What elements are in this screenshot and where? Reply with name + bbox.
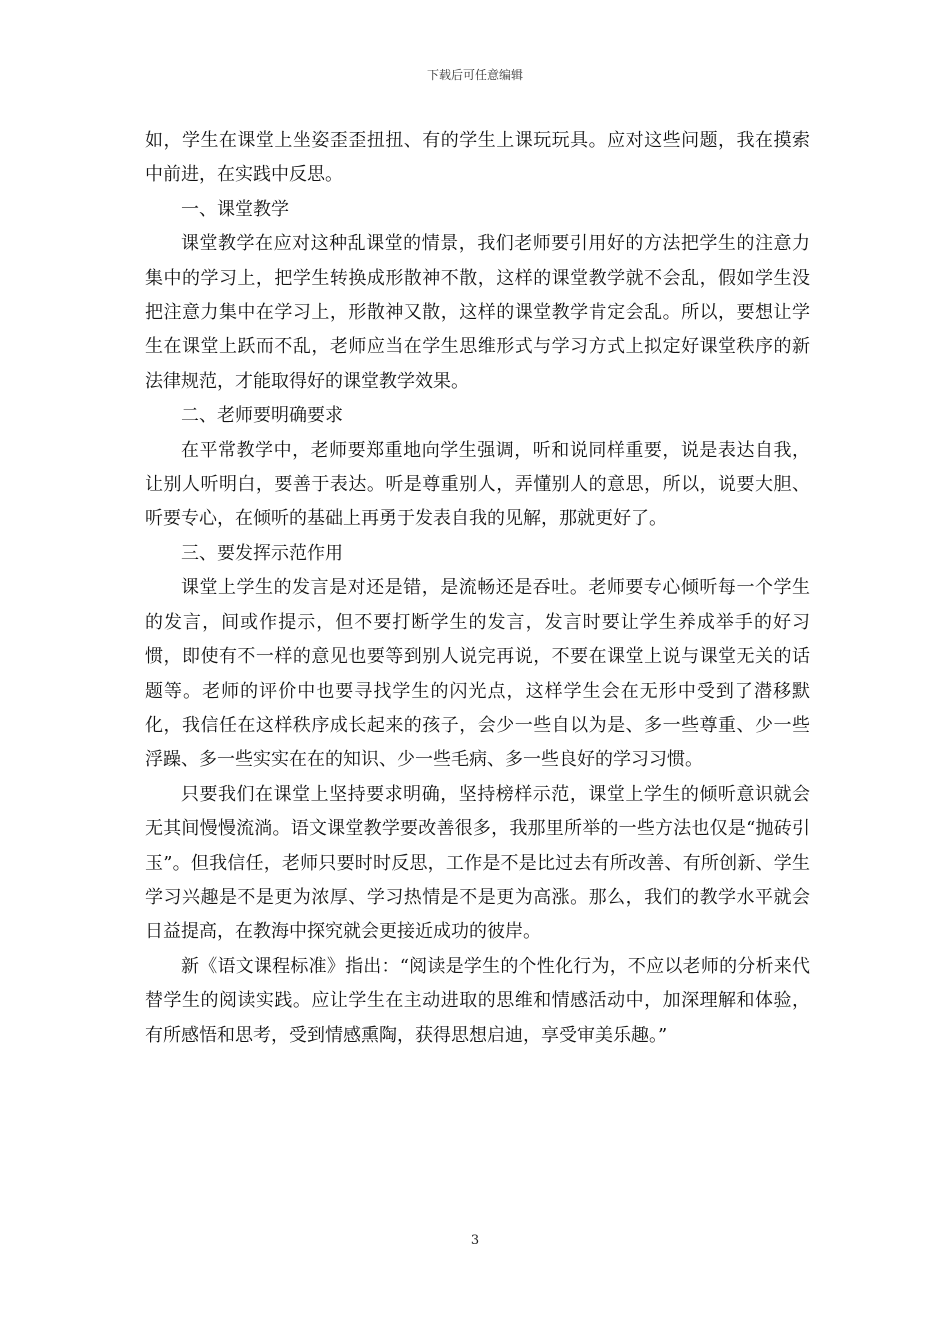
page-number: 3 [470, 1233, 480, 1248]
paragraph: 新《语文课程标准》指出：“阅读是学生的个性化行为，不应以老师的分析来代替学生的阅读实践。应让学生在主动进取的思维和情感活动中，加深理解和体验，有所感悟和思考，受到情感熏陶，获得思想启迪，享受审美乐趣。” [145, 955, 810, 1046]
paragraph: 只要我们在课堂上坚持要求明确，坚持榜样示范，课堂上学生的倾听意识就会无其间慢慢流淌。语文课堂教学要改善很多，我那里所举的一些方法也仅是“抛砖引玉”。但我信任，老师只要时时反思，工作是不是比过去有所改善、有所创新、学生学习兴趣是不是更为浓厚、学习热情是不是更为高涨。那么，我们的教学水平就会日益提高，在教海中探究就会更接近成功的彼岸。 [145, 783, 810, 943]
section-heading: 二、老师要明确要求 [181, 405, 343, 427]
section-heading: 三、要发挥示范作用 [181, 542, 343, 564]
section-heading: 一、课堂教学 [181, 198, 289, 220]
body-text [145, 124, 810, 1053]
paragraph: 在平常教学中，老师要郑重地向学生强调，听和说同样重要，说是表达自我，让别人听明白，要善于表达。听是尊重别人，弄懂别人的意思，所以，说要大胆、听要专心，在倾听的基础上再勇于发表自我的见解，那就更好了。 [145, 439, 810, 530]
paragraph: 课堂教学在应对这种乱课堂的情景，我们老师要引用好的方法把学生的注意力集中的学习上，把学生转换成形散神不散，这样的课堂教学就不会乱，假如学生没把注意力集中在学习上，形散神又散，这样的课堂教学肯定会乱。所以，要想让学生在课堂上跃而不乱，老师应当在学生思维形式与学习方式上拟定好课堂秩序的新法律规范，才能取得好的课堂教学效果。 [145, 233, 810, 392]
page-header: 下载后可任意编辑 [426, 68, 523, 82]
paragraph: 如，学生在课堂上坐姿歪歪扭扭、有的学生上课玩玩具。应对这些问题，我在摸索中前进，在实践中反思。 [145, 130, 810, 186]
paragraph: 课堂上学生的发言是对还是错，是流畅还是吞吐。老师要专心倾听每一个学生的发言，间或作提示，但不要打断学生的发言，发言时要让学生养成举手的好习惯，即使有不一样的意见也要等到别人说完再说，不要在课堂上说与课堂无关的话题等。老师的评价中也要寻找学生的闪光点，这样学生会在无形中受到了潜移默化，我信任在这样秩序成长起来的孩子，会少一些自以为是、多一些尊重、少一些浮躁、多一些实实在在的知识、少一些毛病、多一些良好的学习习惯。 [145, 577, 810, 771]
